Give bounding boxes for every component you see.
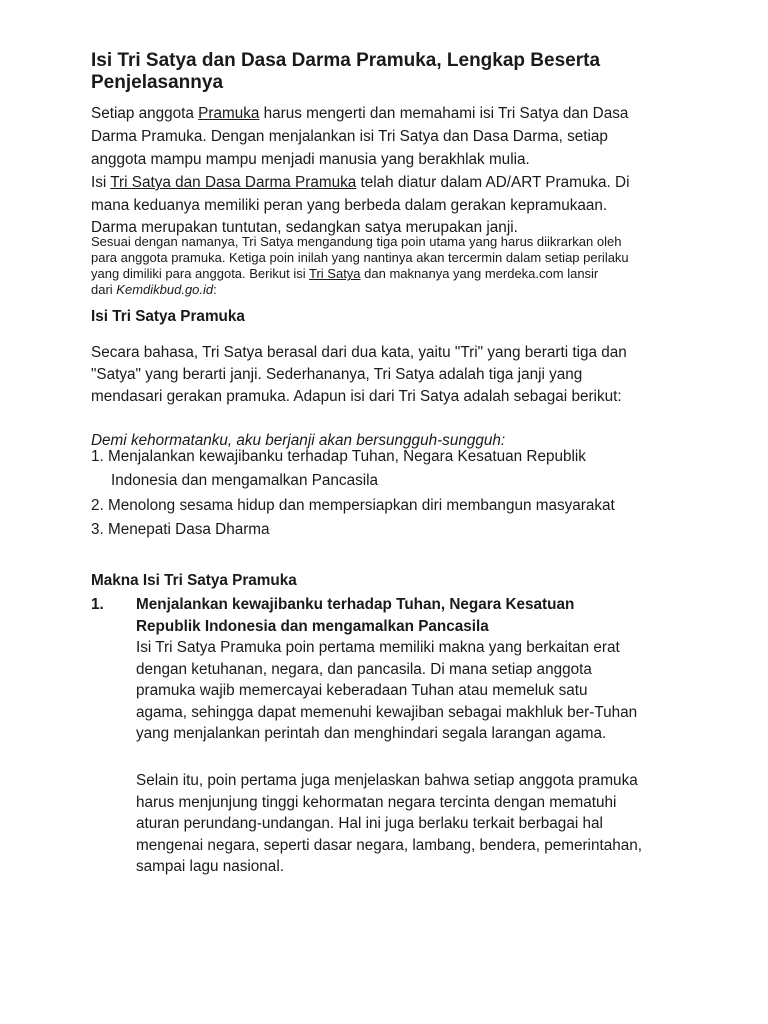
para-line: dengan ketuhanan, negara, dan pancasila. Di mana setiap anggota	[136, 660, 592, 678]
small-line-4	[91, 282, 731, 298]
section-heading-isi-tri-satya: Isi Tri Satya Pramuka	[91, 308, 245, 325]
small-line-2: para anggota pramuka. Ketiga poin inilah yang nantinya akan tercermin dalam setiap perilaku	[91, 250, 629, 265]
oath-intro: Demi kehormatanku, aku berjanji akan bersungguh-sungguh:	[91, 432, 506, 449]
intro-line-6: Darma merupakan tuntutan, sedangkan satya merupakan janji.	[91, 219, 518, 236]
intro-line-5: mana keduanya memiliki peran yang berbeda dalam gerakan kepramukaan.	[91, 197, 608, 214]
intro-text: Setiap anggota	[91, 105, 199, 122]
section-heading-makna: Makna Isi Tri Satya Pramuka	[91, 572, 297, 589]
intro-line-4	[91, 172, 731, 194]
para-line: Selain itu, poin pertama juga menjelaskan bahwa setiap anggota pramuka	[136, 772, 638, 789]
small-text: yang dimiliki para anggota. Berikut isi	[91, 266, 309, 281]
pramuka-link[interactable]: Pramuka	[198, 105, 260, 122]
intro-text: telah diatur dalam AD/ART Pramuka. Di	[356, 174, 630, 191]
s1-line-2: "Satya" yang berarti janji. Sederhananya, Tri Satya adalah tiga janji yang	[91, 366, 583, 383]
para-line: mengenai negara, seperti dasar negara, lambang, bendera, pemerintahan,	[136, 836, 642, 854]
intro-text: Isi	[91, 174, 111, 191]
makna-paragraph-2	[136, 770, 736, 878]
s1-line-1: Secara bahasa, Tri Satya berasal dari dua kata, yaitu "Tri" yang berarti tiga dan	[91, 344, 627, 361]
s1-line-3: mendasari gerakan pramuka. Adapun isi dari Tri Satya adalah sebagai berikut:	[91, 388, 622, 405]
tri-satya-dasa-darma-link[interactable]: Tri Satya dan Dasa Darma Pramuka	[110, 174, 357, 191]
source-name: Kemdikbud.go.id	[116, 282, 214, 297]
para-line: yang menjalankan perintah dan menghindari segala larangan agama.	[136, 725, 607, 742]
oath-item-1-line-2: Indonesia dan mengamalkan Pancasila	[111, 472, 379, 489]
para-line: Isi Tri Satya Pramuka poin pertama memiliki makna yang berkaitan erat	[136, 639, 620, 656]
small-text: dan maknanya yang merdeka.com lansir	[360, 266, 599, 281]
small-line-1: Sesuai dengan namanya, Tri Satya mengandung tiga poin utama yang harus diikrarkan oleh	[91, 234, 622, 249]
makna-paragraph-1	[136, 637, 736, 745]
page-title	[91, 50, 731, 94]
intro-line-1	[91, 103, 731, 125]
para-line: aturan perundang-undangan. Hal ini juga berlaku terkait berbagai hal	[136, 815, 603, 832]
para-line: harus menjunjung tinggi kehormatan negara tercinta dengan mematuhi	[136, 793, 617, 811]
intro-line-2: Darma Pramuka. Dengan menjalankan isi Tri Satya dan Dasa Darma, setiap	[91, 128, 608, 145]
small-text: :	[213, 282, 217, 297]
list-number: 1.	[91, 596, 104, 613]
oath-item-1-line-1: 1. Menjalankan kewajibanku terhadap Tuhan, Negara Kesatuan Republik	[91, 448, 586, 465]
para-line: sampai lagu nasional.	[136, 858, 284, 875]
title-line-2: Penjelasannya	[91, 72, 224, 93]
para-line: agama, sehingga dapat memenuhi kewajiban sebagai makhluk ber-Tuhan	[136, 703, 638, 721]
oath-item-2: 2. Menolong sesama hidup dan mempersiapkan diri membangun masyarakat	[91, 497, 615, 514]
makna-heading-line-2: Republik Indonesia dan mengamalkan Pancasila	[136, 617, 489, 635]
makna-heading	[136, 594, 736, 637]
para-line: pramuka wajib memercayai keberadaan Tuhan atau memeluk satu	[136, 682, 588, 699]
makna-heading-line-1: Menjalankan kewajibanku terhadap Tuhan, Negara Kesatuan	[136, 596, 575, 613]
small-text: dari	[91, 282, 117, 297]
intro-text: harus mengerti dan memahami isi Tri Satya dan Dasa	[259, 105, 629, 122]
title-line-1: Isi Tri Satya dan Dasa Darma Pramuka, Lengkap Beserta	[91, 50, 601, 71]
oath-item-3: 3. Menepati Dasa Dharma	[91, 521, 270, 538]
small-line-3	[91, 266, 731, 282]
intro-line-3: anggota mampu mampu menjadi manusia yang berakhlak mulia.	[91, 151, 530, 168]
tri-satya-link[interactable]: Tri Satya	[309, 266, 361, 281]
